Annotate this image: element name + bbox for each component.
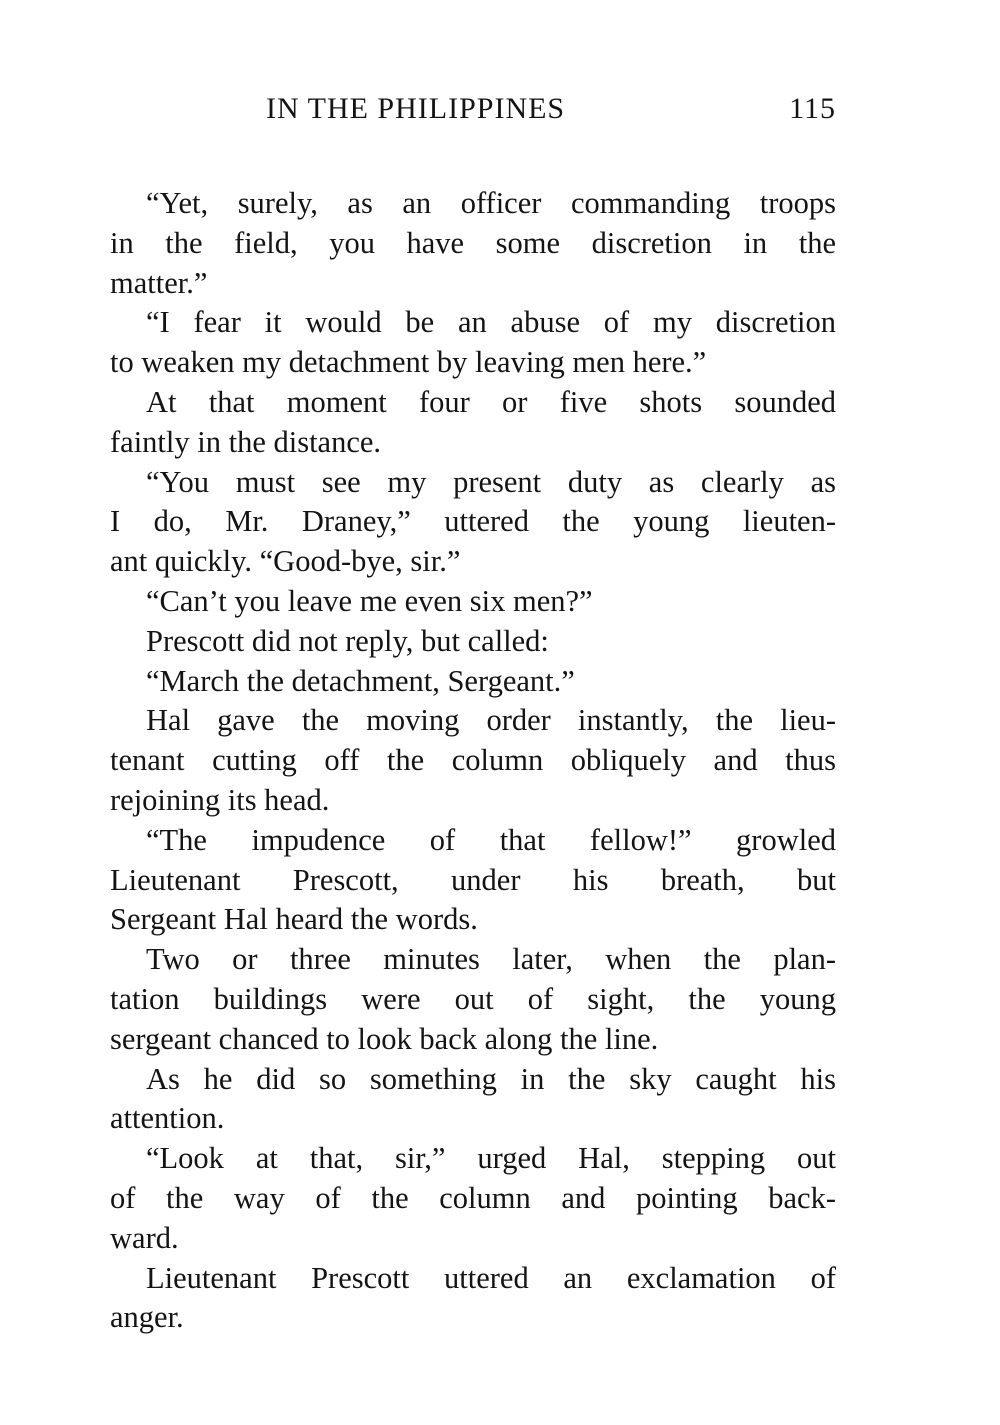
text-line: Lieutenant Prescott uttered an exclamation of [146, 1260, 836, 1295]
running-title: IN THE PHILIPPINES [266, 92, 566, 125]
text-line: rejoining its head. [110, 782, 330, 817]
text-line: “I fear it would be an abuse of my discretion [146, 305, 836, 340]
text-line: Lieutenant Prescott, under his breath, but [110, 862, 836, 897]
book-page [110, 88, 836, 1338]
text-line: tenant cutting off the column obliquely and thus [110, 743, 836, 778]
text-line: “Can’t you leave me even six men?” [146, 583, 593, 618]
body-text [110, 184, 836, 1338]
page-number: 115 [789, 92, 836, 125]
text-line: “March the detachment, Sergeant.” [146, 663, 575, 698]
text-line: anger. [110, 1300, 184, 1335]
text-line: matter.” [110, 265, 208, 300]
text-line: Two or three minutes later, when the plan- [146, 942, 836, 977]
text-line: I do, Mr. Draney,” uttered the young lieuten- [110, 504, 836, 539]
text-line: Prescott did not reply, but called: [146, 623, 549, 658]
text-line: As he did so something in the sky caught his [146, 1061, 836, 1096]
text-line: Sergeant Hal heard the words. [110, 902, 478, 937]
text-line: ant quickly. “Good-bye, sir.” [110, 544, 461, 579]
text-line: faintly in the distance. [110, 424, 382, 459]
text-line: “You must see my present duty as clearly as [146, 464, 836, 499]
text-line: attention. [110, 1101, 225, 1136]
text-line: “Look at that, sir,” urged Hal, stepping out [146, 1141, 836, 1176]
text-line: Hal gave the moving order instantly, the lieu- [146, 703, 836, 738]
text-line: of the way of the column and pointing back- [110, 1180, 836, 1215]
text-line: ward. [110, 1220, 179, 1255]
text-line: At that moment four or five shots sounded [146, 384, 836, 419]
text-line: “The impudence of that fellow!” growled [146, 822, 836, 857]
text-line: to weaken my detachment by leaving men here.” [110, 345, 707, 380]
text-line: sergeant chanced to look back along the line. [110, 1021, 659, 1056]
running-head [110, 88, 836, 140]
text-line: in the field, you have some discretion in the [110, 225, 836, 260]
text-line: “Yet, surely, as an officer commanding troops [146, 186, 836, 220]
text-line: tation buildings were out of sight, the young [110, 981, 836, 1016]
